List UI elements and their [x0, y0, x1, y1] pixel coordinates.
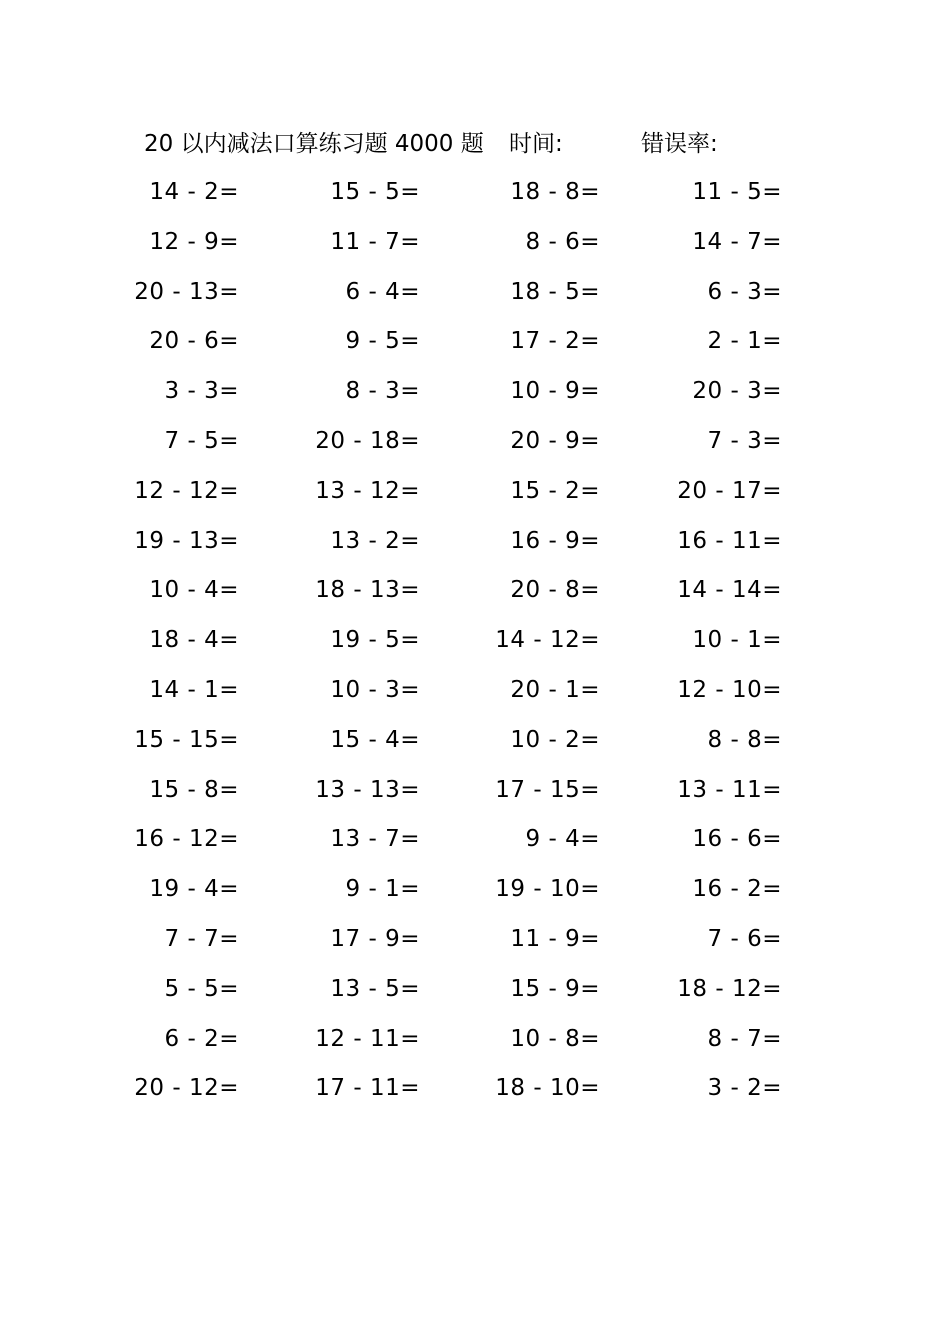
- problem-row: [0, 969, 950, 1019]
- problem-cell: 6 - 4=: [345, 278, 420, 305]
- problem-row: [0, 770, 950, 820]
- problem-cell: 11 - 5=: [692, 179, 782, 205]
- problem-row: [0, 919, 950, 969]
- problem-cell: 18 - 4=: [149, 627, 239, 654]
- problem-cell: 9 - 4=: [525, 826, 600, 853]
- problem-cell: 9 - 1=: [345, 876, 420, 903]
- problem-cell: 16 - 6=: [692, 826, 782, 853]
- problem-cell: 3 - 3=: [164, 378, 239, 405]
- problem-row: [0, 471, 950, 521]
- problem-cell: 18 - 13=: [315, 577, 420, 604]
- problem-row: [0, 371, 950, 421]
- problem-cell: 11 - 7=: [330, 228, 420, 255]
- problem-cell: 17 - 11=: [315, 1075, 420, 1102]
- problem-cell: 14 - 2=: [149, 179, 239, 205]
- problem-cell: 13 - 13=: [315, 776, 420, 803]
- problem-row: [0, 421, 950, 471]
- problem-cell: 19 - 10=: [495, 876, 600, 903]
- problem-cell: 13 - 7=: [330, 826, 420, 853]
- problem-cell: 7 - 6=: [707, 925, 782, 952]
- problem-row: [0, 869, 950, 919]
- problem-cell: 20 - 1=: [510, 676, 600, 703]
- problem-cell: 20 - 17=: [677, 477, 782, 504]
- problem-cell: 6 - 3=: [707, 278, 782, 305]
- problem-row: [0, 819, 950, 869]
- problem-cell: 7 - 3=: [707, 427, 782, 454]
- problem-cell: 18 - 12=: [677, 975, 782, 1002]
- problem-cell: 20 - 8=: [510, 577, 600, 604]
- problem-cell: 3 - 2=: [707, 1075, 782, 1102]
- problem-cell: 7 - 5=: [164, 427, 239, 454]
- worksheet-title: 20 以内减法口算练习题 4000 题: [144, 131, 484, 157]
- problem-row: [0, 1019, 950, 1069]
- problem-cell: 8 - 8=: [707, 726, 782, 753]
- problem-cell: 17 - 9=: [330, 925, 420, 952]
- problem-cell: 13 - 12=: [315, 477, 420, 504]
- problem-cell: 10 - 4=: [149, 577, 239, 604]
- problem-cell: 18 - 8=: [510, 179, 600, 205]
- problem-cell: 12 - 10=: [677, 676, 782, 703]
- problem-cell: 15 - 15=: [134, 726, 239, 753]
- problem-cell: 13 - 2=: [330, 527, 420, 554]
- problem-cell: 15 - 2=: [510, 477, 600, 504]
- problem-cell: 8 - 3=: [345, 378, 420, 405]
- problem-cell: 10 - 2=: [510, 726, 600, 753]
- problem-cell: 14 - 1=: [149, 676, 239, 703]
- problem-cell: 20 - 12=: [134, 1075, 239, 1102]
- problem-cell: 19 - 4=: [149, 876, 239, 903]
- problem-cell: 2 - 1=: [707, 328, 782, 355]
- problem-cell: 14 - 12=: [495, 627, 600, 654]
- problem-row: [0, 321, 950, 371]
- problem-cell: 20 - 18=: [315, 427, 420, 454]
- problem-cell: 20 - 3=: [692, 378, 782, 405]
- problem-row: [0, 222, 950, 272]
- problem-cell: 20 - 6=: [149, 328, 239, 355]
- problem-cell: 6 - 2=: [164, 1025, 239, 1052]
- problem-row: [0, 272, 950, 322]
- problem-cell: 16 - 2=: [692, 876, 782, 903]
- problem-cell: 10 - 8=: [510, 1025, 600, 1052]
- problem-cell: 15 - 5=: [330, 179, 420, 205]
- problem-cell: 12 - 11=: [315, 1025, 420, 1052]
- problem-cell: 19 - 13=: [134, 527, 239, 554]
- problem-row: [0, 720, 950, 770]
- problem-cell: 10 - 3=: [330, 676, 420, 703]
- problem-row: [0, 670, 950, 720]
- time-label: 时间:: [509, 131, 563, 157]
- problem-cell: 8 - 6=: [525, 228, 600, 255]
- problem-cell: 13 - 5=: [330, 975, 420, 1002]
- problem-row: [0, 172, 950, 222]
- problem-cell: 12 - 12=: [134, 477, 239, 504]
- problem-cell: 17 - 15=: [495, 776, 600, 803]
- problem-cell: 16 - 12=: [134, 826, 239, 853]
- problem-cell: 12 - 9=: [149, 228, 239, 255]
- problem-grid: [0, 172, 950, 1118]
- problem-cell: 14 - 14=: [677, 577, 782, 604]
- problem-cell: 19 - 5=: [330, 627, 420, 654]
- problem-cell: 14 - 7=: [692, 228, 782, 255]
- problem-cell: 8 - 7=: [707, 1025, 782, 1052]
- problem-cell: 15 - 9=: [510, 975, 600, 1002]
- problem-cell: 18 - 10=: [495, 1075, 600, 1102]
- problem-cell: 15 - 8=: [149, 776, 239, 803]
- problem-cell: 15 - 4=: [330, 726, 420, 753]
- problem-cell: 20 - 13=: [134, 278, 239, 305]
- problem-cell: 16 - 11=: [677, 527, 782, 554]
- problem-row: [0, 1068, 950, 1118]
- error-rate-label: 错误率:: [641, 131, 718, 157]
- problem-row: [0, 620, 950, 670]
- problem-cell: 9 - 5=: [345, 328, 420, 355]
- problem-row: [0, 521, 950, 571]
- problem-cell: 10 - 9=: [510, 378, 600, 405]
- problem-cell: 5 - 5=: [164, 975, 239, 1002]
- problem-cell: 17 - 2=: [510, 328, 600, 355]
- problem-cell: 11 - 9=: [510, 925, 600, 952]
- problem-cell: 13 - 11=: [677, 776, 782, 803]
- problem-cell: 7 - 7=: [164, 925, 239, 952]
- problem-row: [0, 570, 950, 620]
- problem-cell: 18 - 5=: [510, 278, 600, 305]
- problem-cell: 20 - 9=: [510, 427, 600, 454]
- problem-cell: 16 - 9=: [510, 527, 600, 554]
- problem-cell: 10 - 1=: [692, 627, 782, 654]
